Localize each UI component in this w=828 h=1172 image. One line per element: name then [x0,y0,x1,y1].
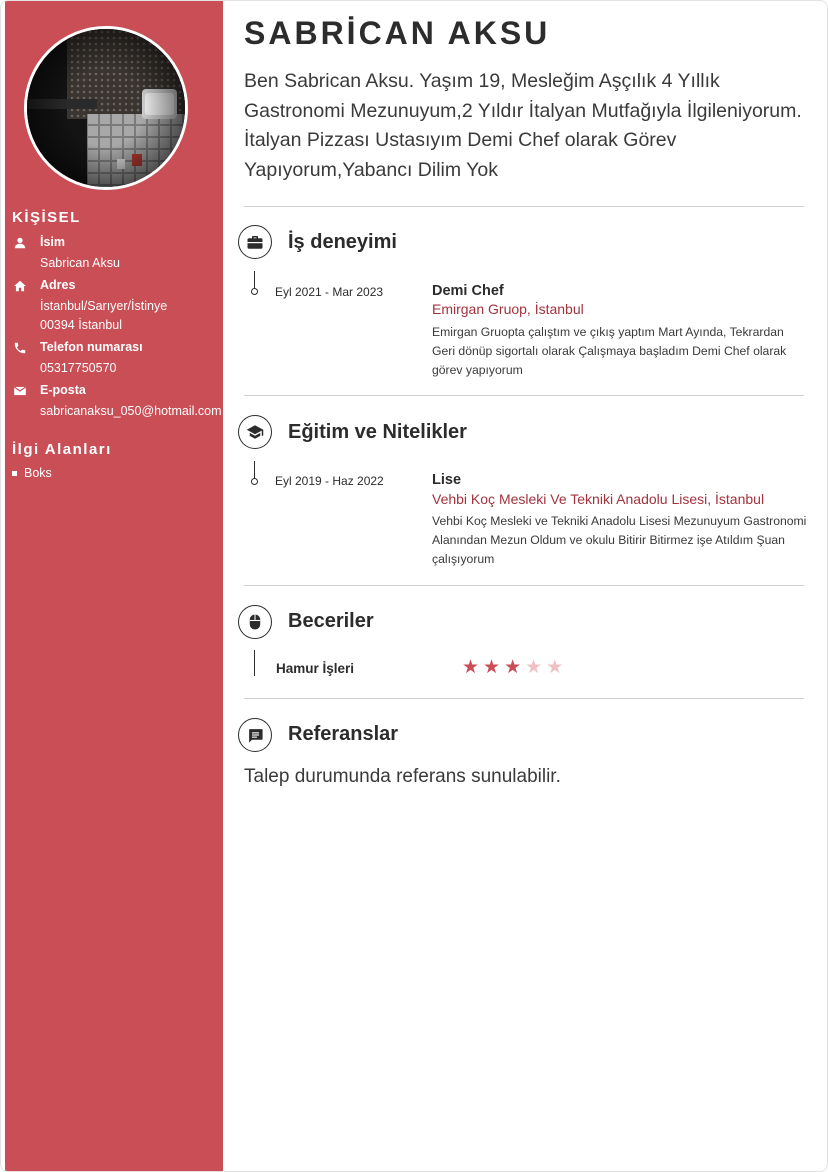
experience-dates: Eyl 2021 - Mar 2023 [275,285,384,299]
star-filled-icon: ★ [462,657,480,678]
star-filled-icon: ★ [504,657,522,678]
references-text: Talep durumunda referans sunulabilir. [244,766,561,787]
briefcase-icon [238,225,272,259]
divider [244,585,804,586]
references-title: Referanslar [288,723,399,745]
summary-text: Ben Sabrican Aksu. Yaşım 19, Mesleğim Aşçılık 4 Yıllık Gastronomi Mezunuyum,2 Yıldır İtalyan Mutfağıyla İlgileniyorum. İtalyan Pizzası Ustasıyım Demi Chef olarak Görev Yapıyorum,Yabancı Dilim Yok [244,70,802,181]
bullet-icon [12,471,17,476]
skill-name: Hamur İşleri [276,661,355,676]
education-description: Vehbi Koç Mesleki ve Tekniki Anadolu Lisesi Mezunuyum Gastronomi Alanından Mezun Oldum ve okulu Bitirir Bitirmez işe Atıldım Şuan çalışıyorum [432,514,807,566]
envelope-icon [13,384,27,398]
address-label: Adres [40,278,76,292]
divider [244,395,804,396]
address-line-2: 00394 İstanbul [40,318,123,332]
education-dates: Eyl 2019 - Haz 2022 [275,474,384,488]
phone-label: Telefon numarası [40,340,143,354]
skill-rating [462,658,563,677]
experience-description: Emirgan Gruopta çalıştım ve çıkış yaptım Mart Ayında, Tekrardan Geri dönüp sigortalı olarak Çalışmaya başladım Demi Chef olarak görev yapıyorum [432,325,787,377]
timeline-line [254,650,255,676]
divider [244,206,804,207]
name-value: Sabrican Aksu [40,256,120,270]
education-title: Eğitim ve Nitelikler [288,421,467,443]
experience-title: İş deneyimi [288,231,397,253]
skills-title: Beceriler [288,610,374,632]
star-empty-icon: ★ [525,657,543,678]
phone-icon [13,341,27,355]
education-degree: Lise [432,472,462,488]
personal-address [9,278,223,338]
experience-org: Emirgan Gruop, İstanbul [432,301,584,317]
education-school: Vehbi Koç Mesleki Ve Tekniki Anadolu Lisesi, İstanbul [432,491,765,507]
divider [244,698,804,699]
email-label: E-posta [40,383,86,397]
mouse-icon [238,605,272,639]
name-label: İsim [40,235,66,249]
address-value [40,297,167,335]
star-empty-icon: ★ [546,657,564,678]
email-value: sabricanaksu_050@hotmail.com [40,404,222,418]
address-line-1: İstanbul/Sarıyer/İstinye [40,299,168,313]
interests-heading: İlgi Alanları [12,441,112,458]
personal-email [9,383,223,423]
star-filled-icon: ★ [483,657,501,678]
sidebar [5,1,223,1172]
profile-photo [24,26,188,190]
personal-name [9,235,223,275]
graduation-cap-icon [238,415,272,449]
personal-heading: KİŞİSEL [12,209,81,226]
interest-item [12,466,52,480]
phone-value: 05317750570 [40,361,117,375]
timeline-dot [251,478,258,485]
experience-role: Demi Chef [432,283,504,299]
home-icon [13,279,27,293]
timeline-dot [251,288,258,295]
page-title: SABRİCAN AKSU [244,15,551,51]
person-icon [13,236,27,250]
message-icon [238,718,272,752]
interest-label: Boks [24,466,52,480]
personal-phone [9,340,223,380]
